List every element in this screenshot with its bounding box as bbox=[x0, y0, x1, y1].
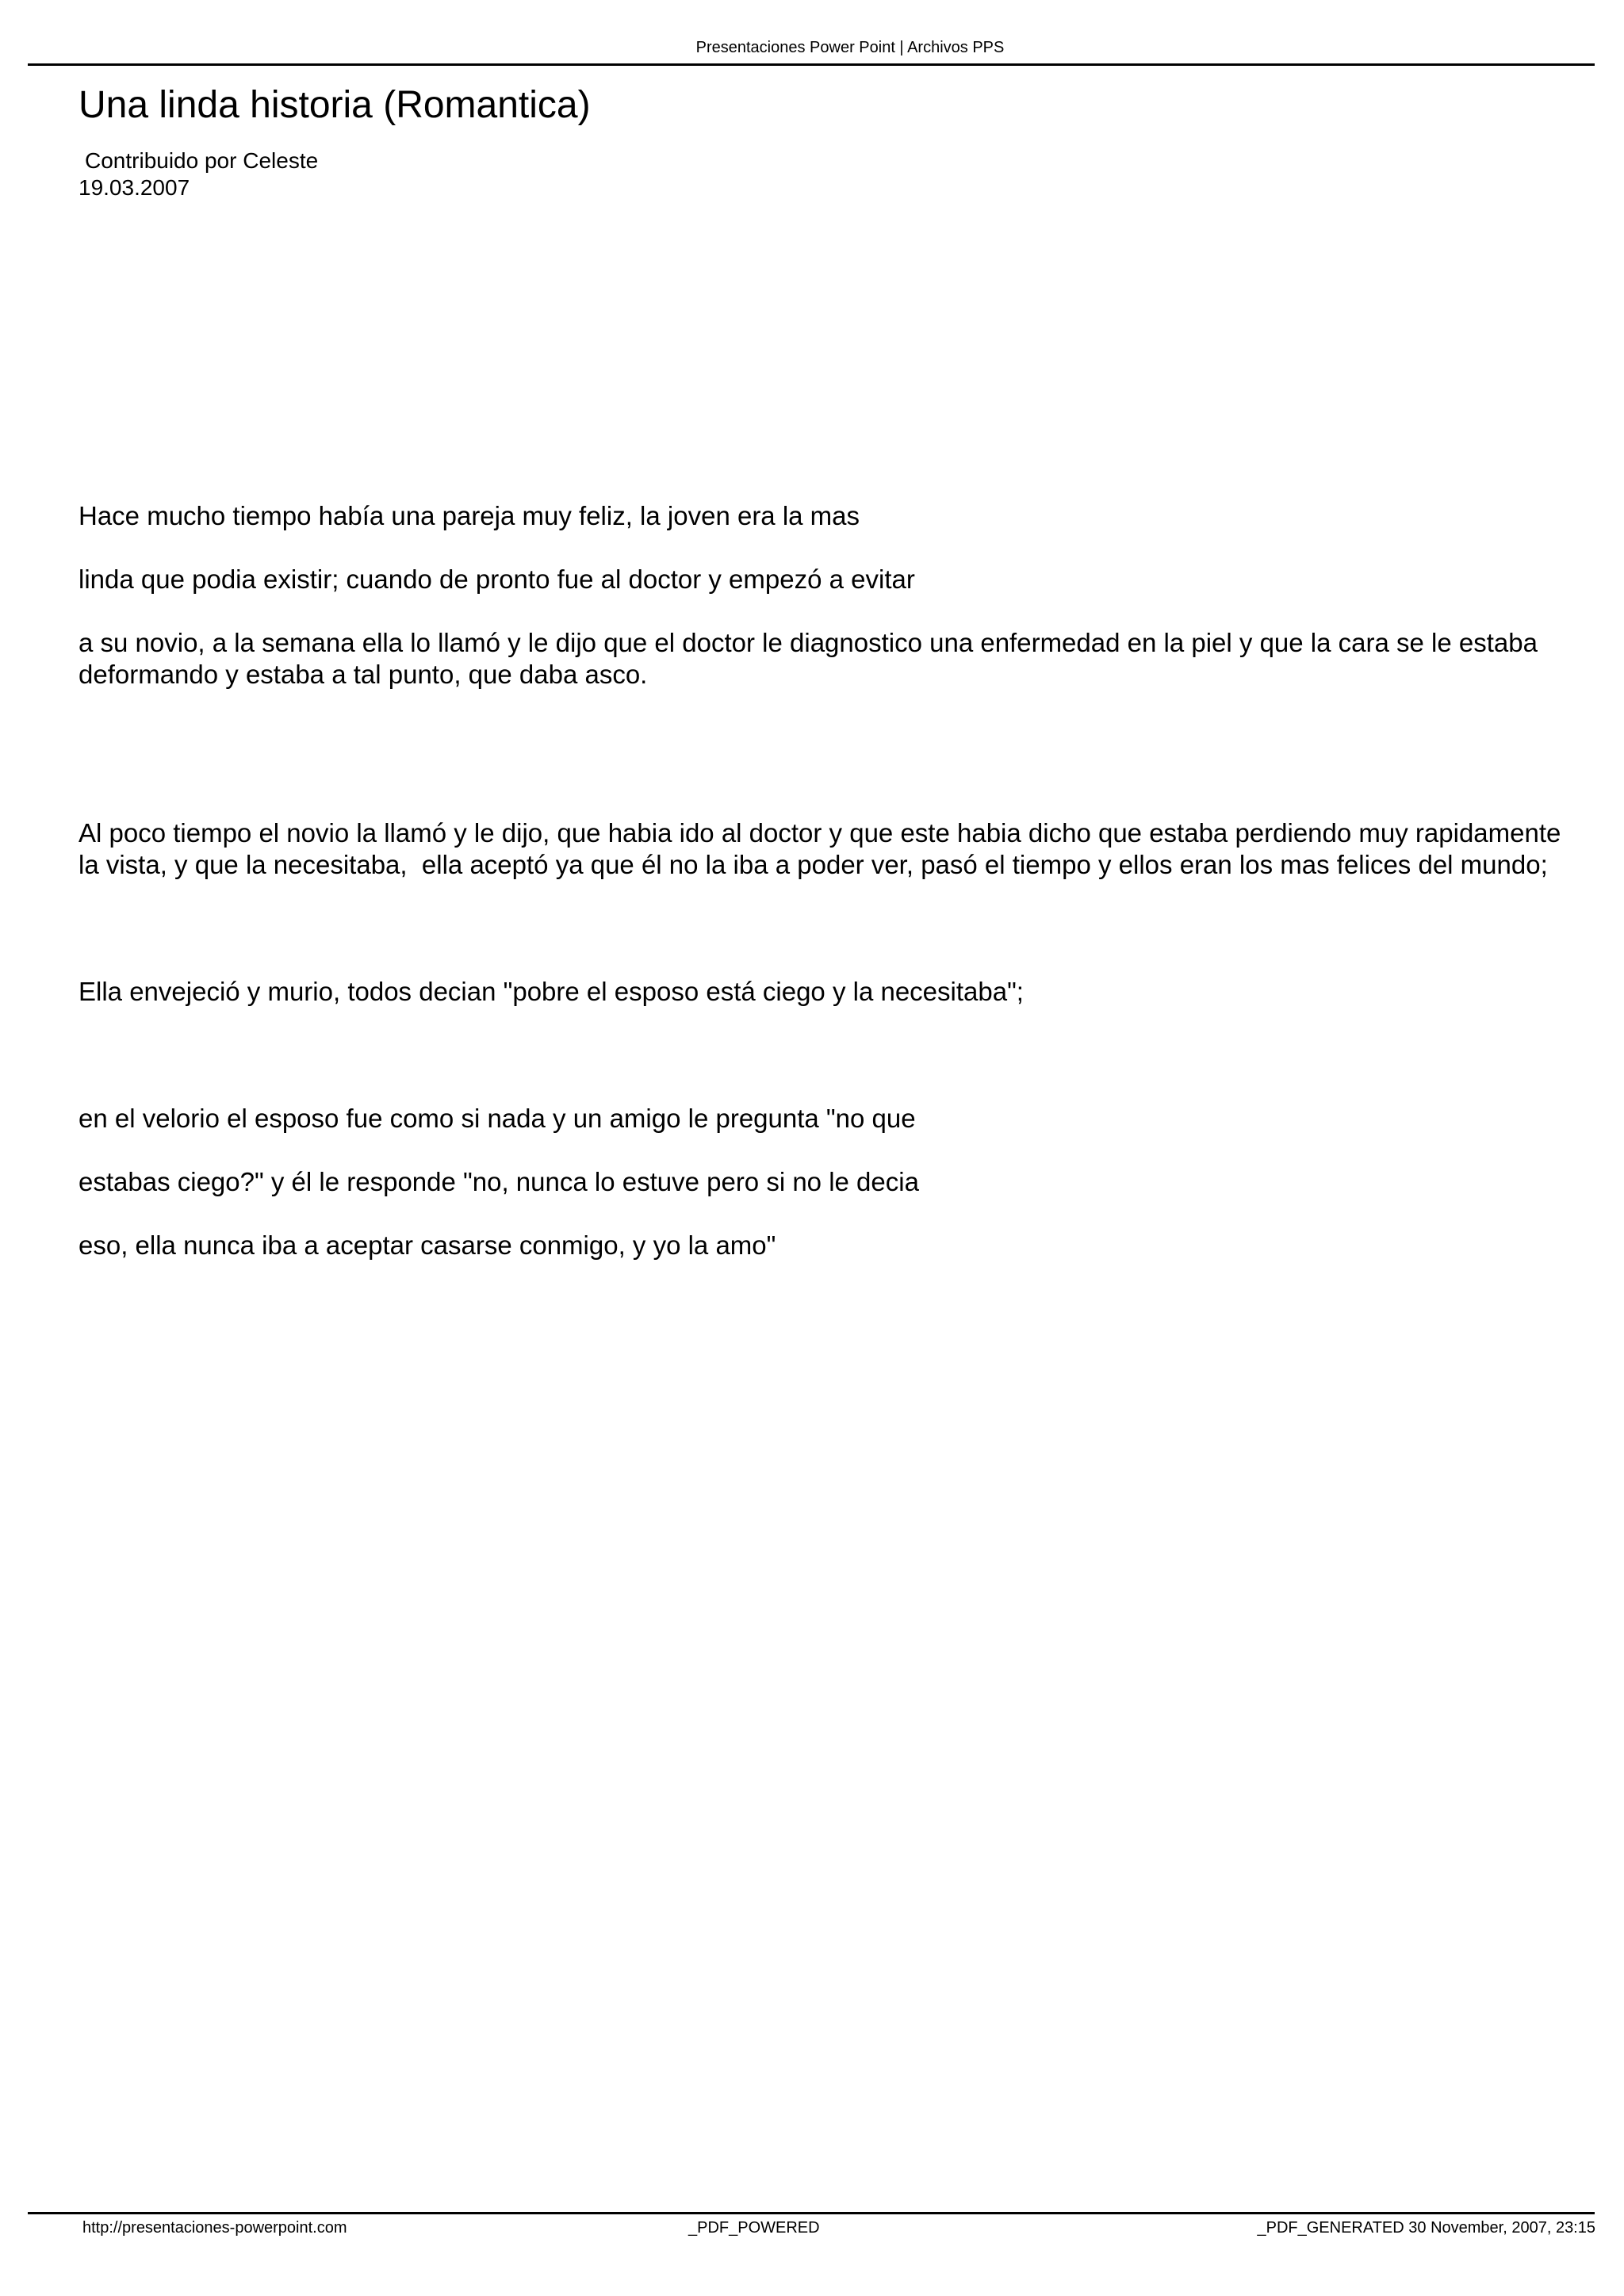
body-paragraph-7: estabas ciego?" y él le responde "no, nunca lo estuve pero si no le decia bbox=[79, 1167, 919, 1196]
body-paragraph-8: eso, ella nunca iba a aceptar casarse conmigo, y yo la amo" bbox=[79, 1230, 776, 1260]
body-paragraph-4: Al poco tiempo el novio la llamó y le dijo, que habia ido al doctor y que este habia dicho que estaba perdiendo muy rapidamente la vista, y que la necesitaba, ella aceptó ya que él no la iba a poder ver, pasó el tiempo y ellos eran los mas felices del mundo; bbox=[79, 818, 1568, 879]
article-title: Una linda historia (Romantica) bbox=[79, 84, 591, 126]
footer-generated: _PDF_GENERATED 30 November, 2007, 23:15 bbox=[1257, 2219, 1595, 2237]
footer-divider bbox=[28, 2212, 1595, 2214]
header-divider bbox=[28, 63, 1595, 66]
body-paragraph-3: a su novio, a la semana ella lo llamó y le dijo que el doctor le diagnostico una enfermedad en la piel y que la cara se le estaba deformando y estaba a tal punto, que daba asco. bbox=[79, 628, 1545, 689]
article-date: 19.03.2007 bbox=[79, 175, 190, 200]
body-paragraph-6: en el velorio el esposo fue como si nada y un amigo le pregunta "no que bbox=[79, 1104, 916, 1133]
footer-powered: _PDF_POWERED bbox=[688, 2219, 820, 2237]
footer-url: http://presentaciones-powerpoint.com bbox=[82, 2219, 347, 2237]
article-author: Contribuido por Celeste bbox=[85, 148, 319, 173]
body-paragraph-5: Ella envejeció y murio, todos decian "pobre el esposo está ciego y la necesitaba"; bbox=[79, 977, 1024, 1006]
article-meta bbox=[79, 147, 318, 201]
article-body bbox=[79, 500, 1585, 1261]
body-paragraph-2: linda que podia existir; cuando de pronto fue al doctor y empezó a evitar bbox=[79, 564, 915, 594]
site-header-title: Presentaciones Power Point | Archivos PPS bbox=[695, 39, 1005, 56]
body-paragraph-1: Hace mucho tiempo había una pareja muy feliz, la joven era la mas bbox=[79, 501, 860, 530]
